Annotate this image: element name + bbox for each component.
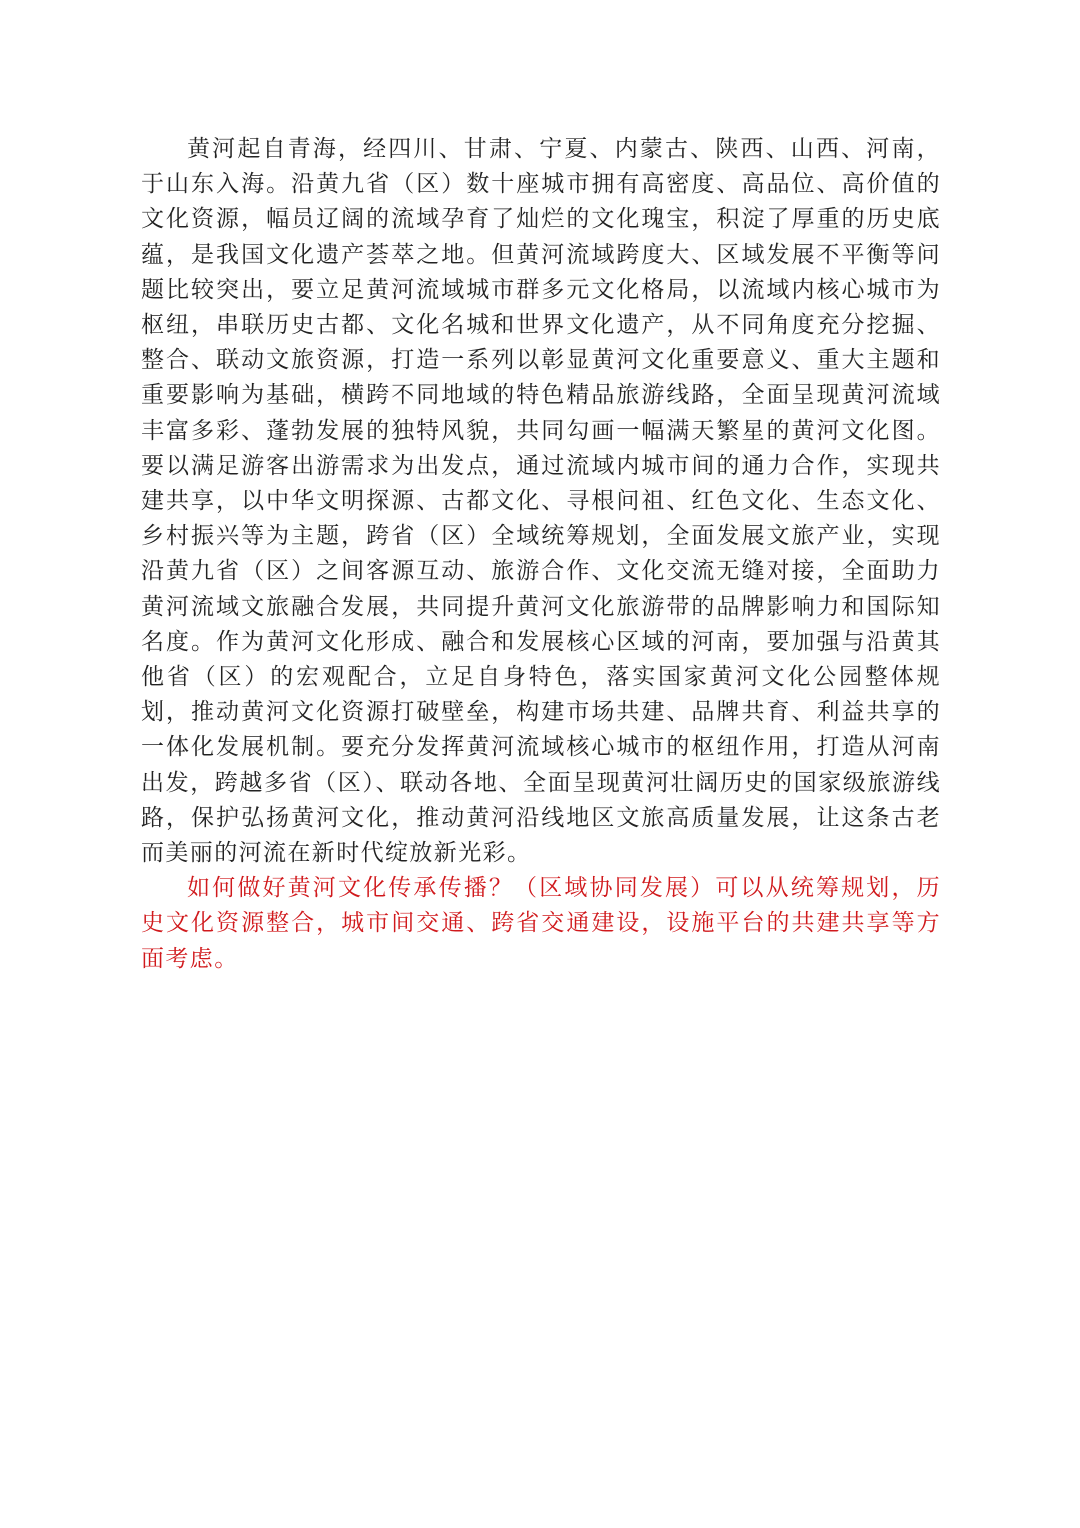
body-paragraph: 黄河起自青海，经四川、甘肃、宁夏、内蒙古、陕西、山西、河南，于山东入海。沿黄九省（区）数十座城市拥有高密度、高品位、高价值的文化资源，幅员辽阔的流域孕育了灿烂的文化瑰宝，积淀了厚重的历史底蕴，是我国文化遗产荟萃之地。但黄河流域跨度大、区域发展不平衡等问题比较突出，要立足黄河流域城市群多元文化格局，以流域内核心城市为枢纽，串联历史古都、文化名城和世界文化遗产，从不同角度充分挖掘、整合、联动文旅资源，打造一系列以彰显黄河文化重要意义、重大主题和重要影响为基础，横跨不同地域的特色精品旅游线路，全面呈现黄河流域丰富多彩、蓬勃发展的独特风貌，共同勾画一幅满天繁星的黄河文化图。要以满足游客出游需求为出发点，通过流域内城市间的通力合作，实现共建共享，以中华文明探源、古都文化、寻根问祖、红色文化、生态文化、乡村振兴等为主题，跨省（区）全域统筹规划，全面发展文旅产业，实现沿黄九省（区）之间客源互动、旅游合作、文化交流无缝对接，全面助力黄河流域文旅融合发展，共同提升黄河文化旅游带的品牌影响力和国际知名度。作为黄河文化形成、融合和发展核心区域的河南，要加强与沿黄其他省（区）的宏观配合，立足自身特色，落实国家黄河文化公园整体规划，推动黄河文化资源打破壁垒，构建市场共建、品牌共育、利益共享的一体化发展机制。要充分发挥黄河流域核心城市的枢纽作用，打造从河南出发，跨越多省（区）、联动各地、全面呈现黄河壮阔历史的国家级旅游线路，保护弘扬黄河文化，推动黄河沿线地区文旅高质量发展，让这条古老而美丽的河流在新时代绽放新光彩。 xyxy=(141,136,941,867)
document-body xyxy=(141,132,941,977)
question-paragraph: 如何做好黄河文化传承传播？（区域协同发展）可以从统筹规划，历史文化资源整合，城市间交通、跨省交通建设，设施平台的共建共享等方面考虑。 xyxy=(141,875,941,972)
